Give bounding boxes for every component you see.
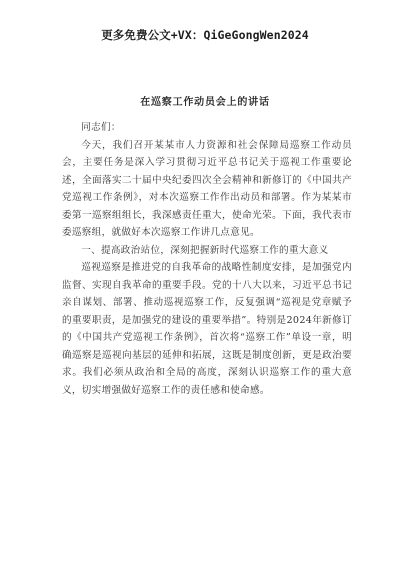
document-body <box>62 119 352 399</box>
salutation: 同志们： <box>81 122 121 133</box>
document-title: 在巡察工作动员会上的讲话 <box>140 97 270 108</box>
paragraph-section-1: 巡视巡察是推进党的自我革命的战略性制度安排，是加强党内监督、实现自我革命的重要手段。党的十八大以来，习近平总书记亲自谋划、部署、推动巡视巡察工作，反复强调“巡视是党章赋予的重要职责，是加强党的建设的重要举措”。特别是2024年新修订的《中国共产党巡视工作条例》，首次将“巡察工作”单设一章，明确巡察是巡视向基层的延伸和拓展，这既是制度创新，更是政治要求。我们必须从政治和全局的高度，深刻认识巡察工作的重大意义，切实增强做好巡察工作的责任感和使命感。 <box>62 262 352 396</box>
section-heading-1: 一、提高政治站位，深刻把握新时代巡察工作的重大意义 <box>81 244 329 256</box>
paragraph-intro: 今天，我们召开某某市人力资源和社会保障局巡察工作动员会，主要任务是深入学习贯彻习近平总书记关于巡视工作重要论述，全面落实二十届中央纪委四次全会精神和新修订的《中国共产党巡视工作条例》，对本次巡察工作作出动员和部署。作为某某市委第一巡察组组长，我深感责任重大，使命光荣。下面，我代表市委巡察组，就做好本次巡察工作讲几点意见。 <box>62 139 352 238</box>
header-watermark: 更多免费公文+VX：QiGeGongWen2024 <box>101 28 309 42</box>
